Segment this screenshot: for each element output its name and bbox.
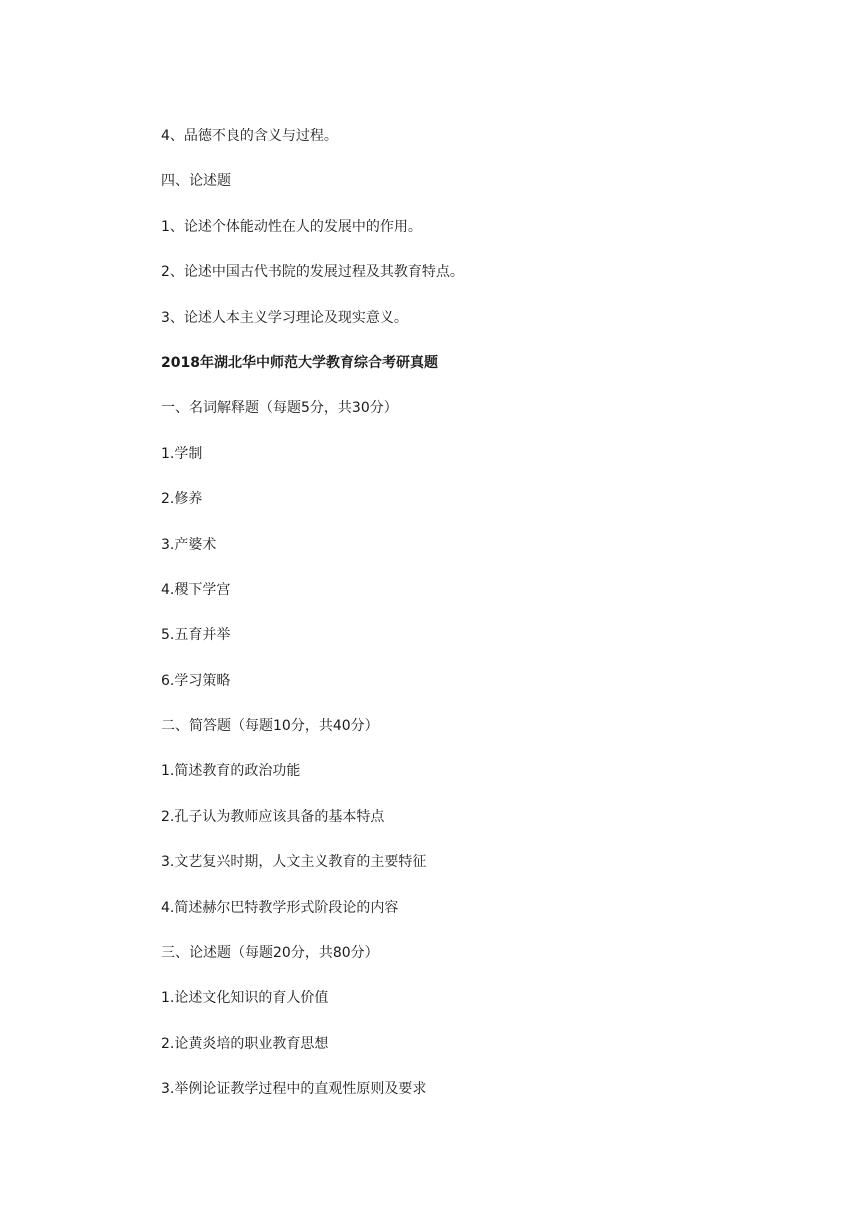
section-4-essay-heading: 四、论述题	[161, 173, 231, 190]
short-answer-2: 2.孔子认为教师应该具备的基本特点	[161, 808, 385, 825]
question-4-moral-defect: 4、品德不良的含义与过程。	[161, 128, 338, 144]
short-answer-1: 1.简述教育的政治功能	[161, 763, 301, 780]
essay-2018-question-2: 2.论黄炎培的职业教育思想	[161, 1035, 329, 1052]
document-body	[161, 126, 781, 1125]
term-1: 1.学制	[161, 445, 203, 462]
term-3: 3.产婆术	[161, 536, 217, 553]
essay-2018-question-3: 3.举例论证教学过程中的直观性原则及要求	[161, 1081, 427, 1098]
essay-2018-question-1: 1.论述文化知识的育人价值	[161, 990, 329, 1007]
term-4: 4.稷下学宫	[161, 581, 231, 598]
section-2-short-answer-heading: 二、简答题（每题10分，共40分）	[161, 718, 379, 735]
term-6: 6.学习策略	[161, 672, 231, 689]
term-5: 5.五育并举	[161, 627, 231, 644]
exam-title-2018: 2018年湖北华中师范大学教育综合考研真题	[161, 354, 438, 371]
short-answer-3: 3.文艺复兴时期，人文主义教育的主要特征	[161, 854, 427, 871]
essay-question-1: 1、论述个体能动性在人的发展中的作用。	[161, 218, 422, 235]
section-3-essay-heading: 三、论述题（每题20分，共80分）	[161, 945, 379, 962]
essay-question-2: 2、论述中国古代书院的发展过程及其教育特点。	[161, 264, 464, 281]
essay-question-3: 3、论述人本主义学习理论及现实意义。	[161, 309, 408, 326]
term-2: 2.修养	[161, 491, 203, 508]
short-answer-4: 4.简述赫尔巴特教学形式阶段论的内容	[161, 899, 399, 916]
section-1-terms-heading: 一、名词解释题（每题5分，共30分）	[161, 400, 398, 417]
